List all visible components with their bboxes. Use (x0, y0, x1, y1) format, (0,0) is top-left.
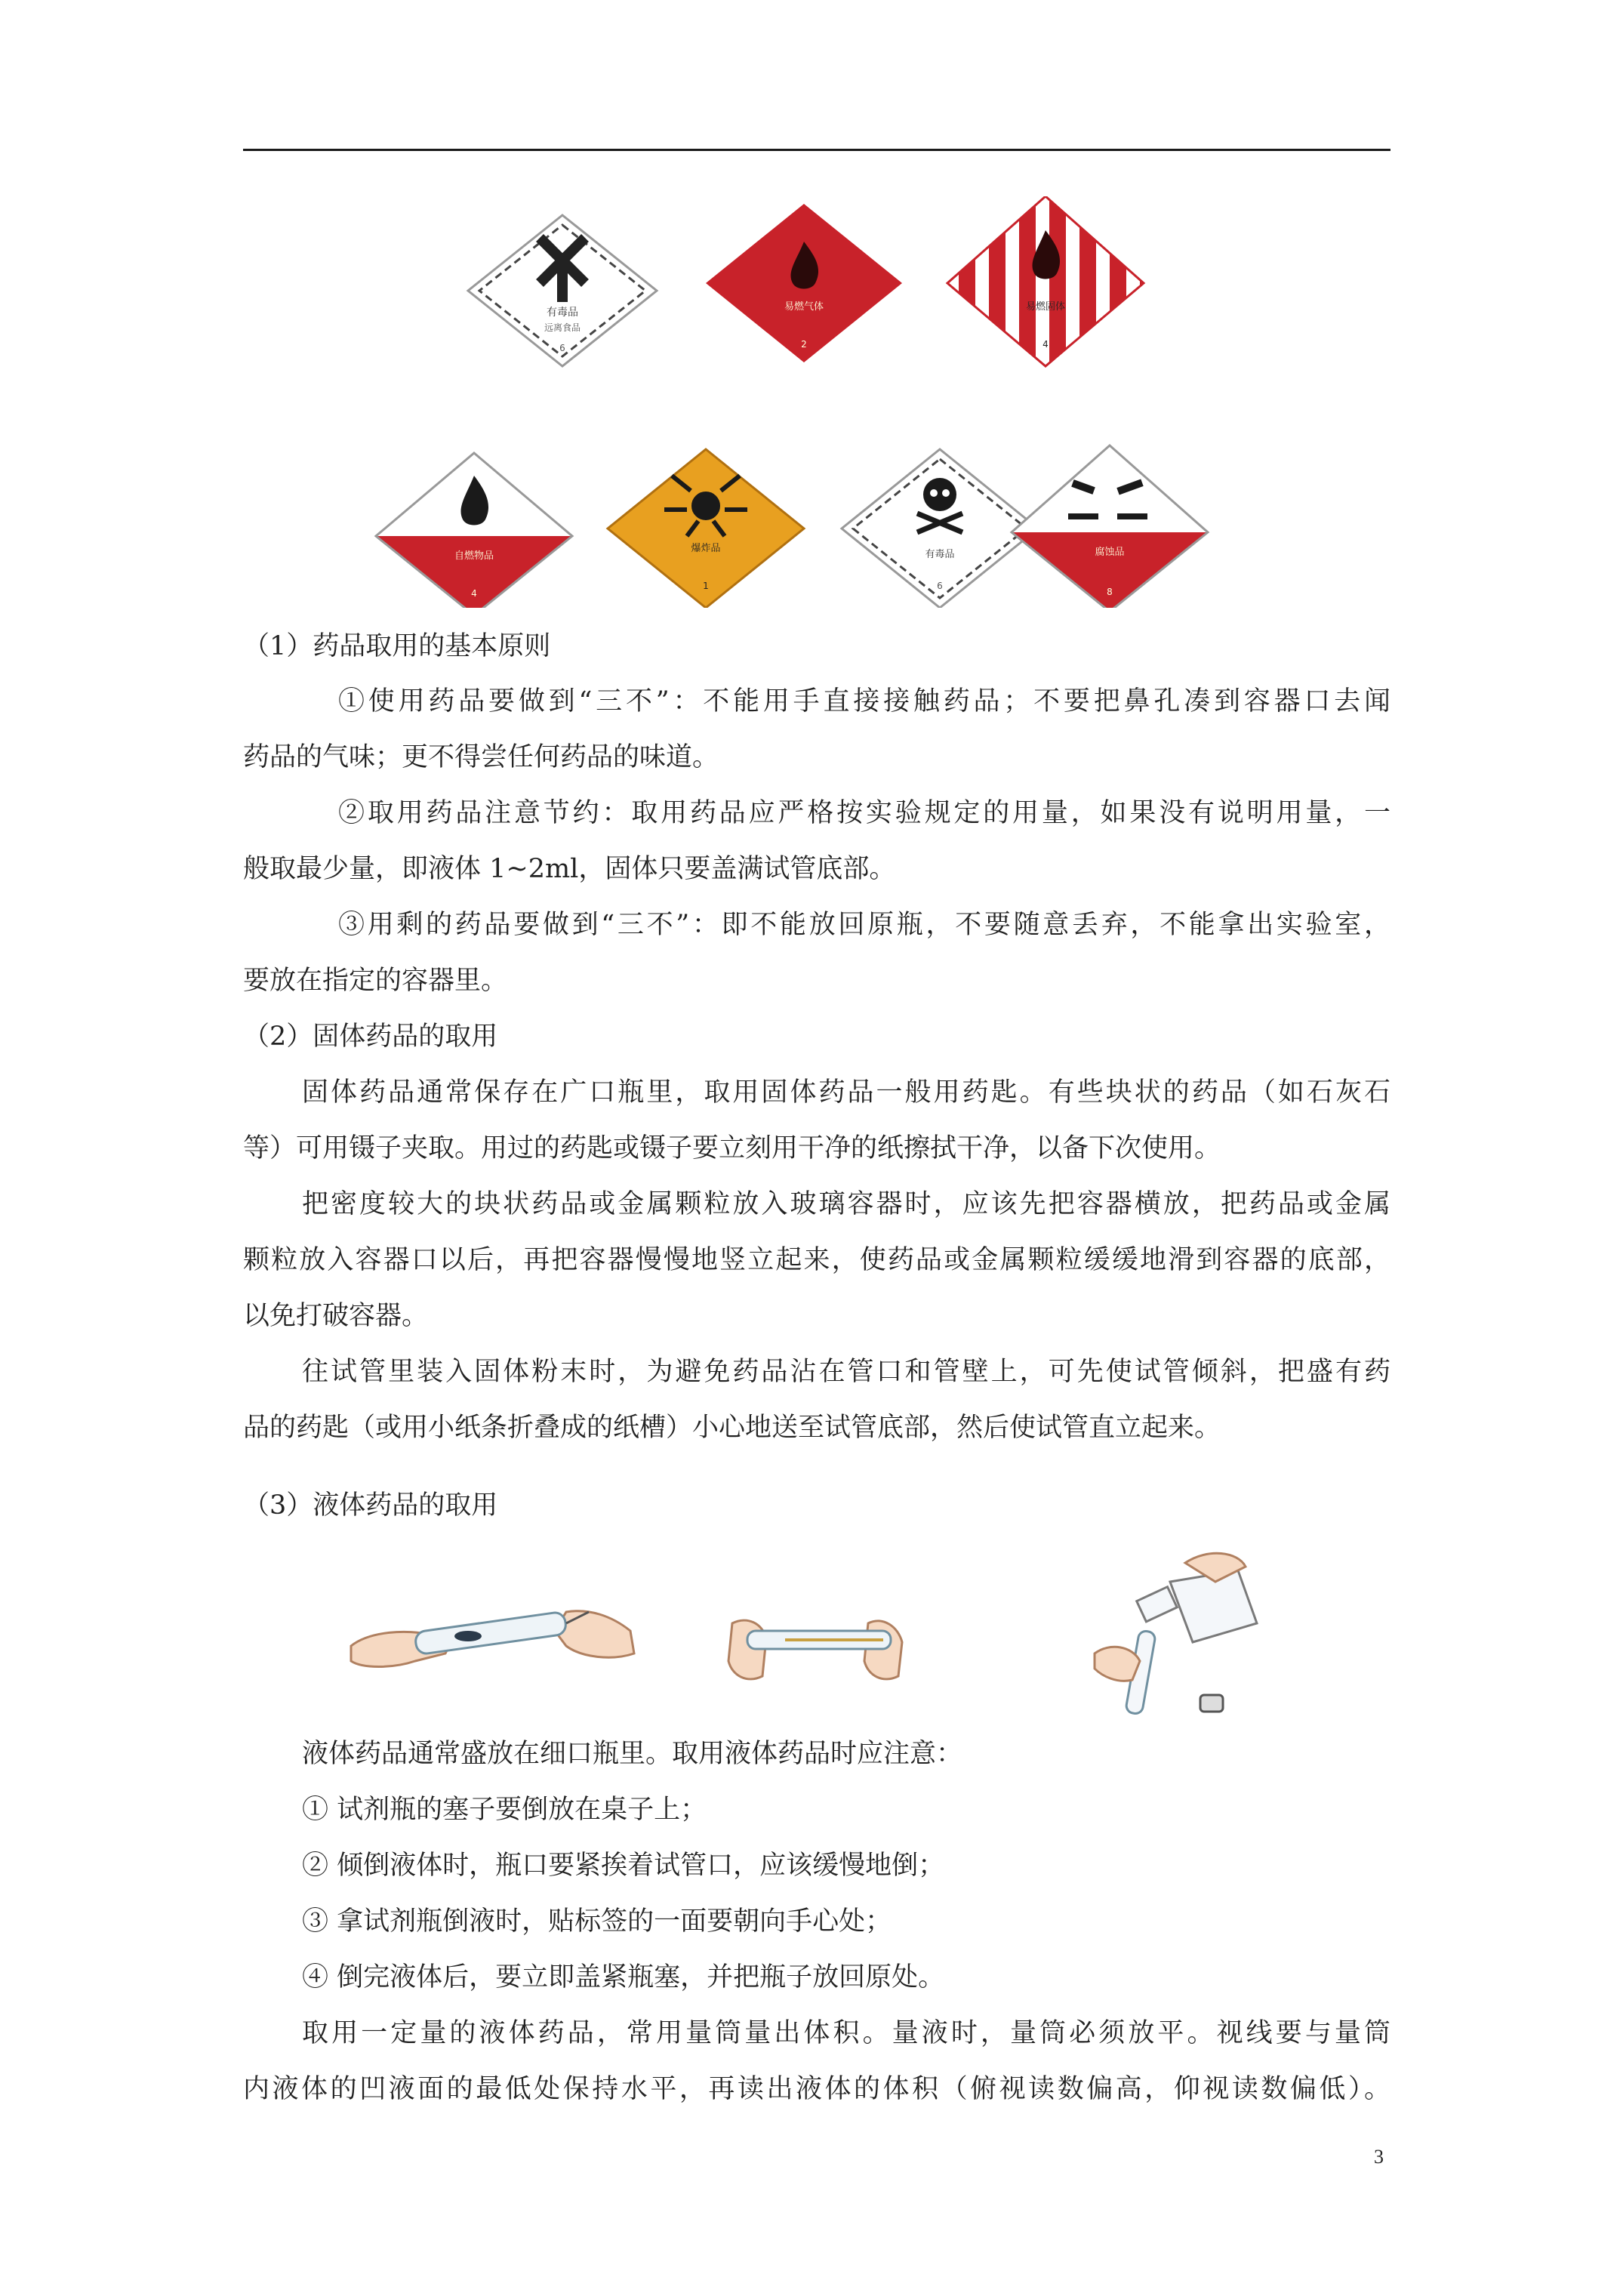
section-1-para-2b: 般取最少量，即液体 1~2ml，固体只要盖满试管底部。 (243, 854, 896, 884)
hazard-sign-class: 4 (1042, 339, 1049, 350)
section-2-para-2b: 颗粒放入容器口以后，再把容器慢慢地竖立起来，使药品或金属颗粒缓缓地滑到容器的底部， (243, 1245, 1390, 1275)
hazard-sign-label: 有毒品 (547, 307, 578, 319)
hazard-sign-class: 4 (471, 588, 477, 599)
section-3-item-2: ② 倾倒液体时，瓶口要紧挨着试管口，应该缓慢地倒； (302, 1851, 945, 1881)
figure-pouring-reagent (1095, 1553, 1257, 1715)
section-2-para-2c: 以免打破容器。 (243, 1301, 429, 1331)
hazard-sign-class: 2 (801, 339, 807, 350)
hazard-sign-label: 有毒品 (925, 549, 955, 560)
section-2-para-3a: 往试管里装入固体粉末时，为避免药品沾在管口和管壁上，可先使试管倾斜，把盛有药 (302, 1357, 1390, 1387)
section-2-para-1b: 等）可用镊子夹取。用过的药匙或镊子要立刻用干净的纸擦拭干净，以备下次使用。 (243, 1133, 1221, 1163)
hazard-sign-toxic-goods (468, 215, 657, 366)
hazard-sign-class: 6 (937, 581, 943, 591)
section-2-heading: （2）固体药品的取用 (243, 1022, 498, 1052)
page-number: 3 (1374, 2146, 1384, 2168)
header-rule (243, 149, 1390, 151)
section-3-item-1: ① 试剂瓶的塞子要倒放在桌子上； (302, 1795, 707, 1825)
section-1-para-3a: ③用剩的药品要做到“三不”：即不能放回原瓶，不要随意丢弃，不能拿出实验室， (338, 910, 1390, 940)
section-1-para-1b: 药品的气味；更不得尝任何药品的味道。 (243, 742, 719, 772)
section-3-heading: （3）液体药品的取用 (243, 1490, 498, 1521)
hazard-sign-flammable-solid (944, 196, 1147, 370)
figure-horizontal-tube (728, 1620, 902, 1679)
hazard-sign-class: 6 (559, 343, 565, 353)
section-3-para-2a: 取用一定量的液体药品，常用量筒量出体积。量液时，量筒必须放平。视线要与量筒 (302, 2018, 1390, 2048)
section-1-heading: （1）药品取用的基本原则 (243, 631, 551, 661)
section-3-para-2b: 内液体的凹液面的最低处保持水平，再读出液体的体积（俯视读数偏高，仰视读数偏低）。 (243, 2074, 1390, 2104)
hazard-sign-label: 腐蚀品 (1095, 547, 1125, 558)
section-2-para-1a: 固体药品通常保存在广口瓶里，取用固体药品一般用药匙。有些块状的药品（如石灰石 (302, 1077, 1390, 1108)
hazard-sign-poison (842, 449, 1038, 608)
section-1-para-1a: ①使用药品要做到“三不”：不能用手直接接触药品；不要把鼻孔凑到容器口去闻 (338, 686, 1390, 717)
liquid-handling-figure (340, 1540, 1291, 1718)
section-1-para-2a: ②取用药品注意节约：取用药品应严格按实验规定的用量，如果没有说明用量，一 (338, 798, 1390, 828)
hazard-signs-figure (355, 196, 1283, 608)
hazard-sign-class: 1 (703, 581, 709, 591)
hazard-sign-explosive (608, 449, 804, 608)
section-3-item-4: ④ 倒完液体后，要立即盖紧瓶塞，并把瓶子放回原处。 (302, 1962, 945, 1992)
section-3-item-3: ③ 拿试剂瓶倒液时，贴标签的一面要朝向手心处； (302, 1906, 892, 1937)
section-1-para-3b: 要放在指定的容器里。 (243, 966, 508, 996)
hazard-sign-corrosive (1004, 445, 1215, 608)
hazard-sign-sublabel: 远离食品 (544, 322, 581, 333)
section-3-intro: 液体药品通常盛放在细口瓶里。取用液体药品时应注意： (302, 1739, 963, 1769)
hazard-sign-label: 自燃物品 (454, 550, 494, 562)
figure-tilted-tube (351, 1611, 634, 1667)
section-2-para-2a: 把密度较大的块状药品或金属颗粒放入玻璃容器时，应该先把容器横放，把药品或金属 (302, 1189, 1390, 1219)
hazard-sign-flammable-gas (706, 204, 902, 362)
hazard-sign-label: 易燃气体 (784, 301, 824, 313)
hazard-sign-class: 8 (1107, 587, 1113, 597)
hazard-sign-label: 易燃固体 (1025, 301, 1066, 313)
hazard-sign-spontaneous-combustion (370, 453, 581, 608)
hazard-sign-label: 爆炸品 (691, 543, 721, 554)
section-2-para-3b: 品的药匙（或用小纸条折叠成的纸槽）小心地送至试管底部，然后使试管直立起来。 (243, 1413, 1221, 1443)
